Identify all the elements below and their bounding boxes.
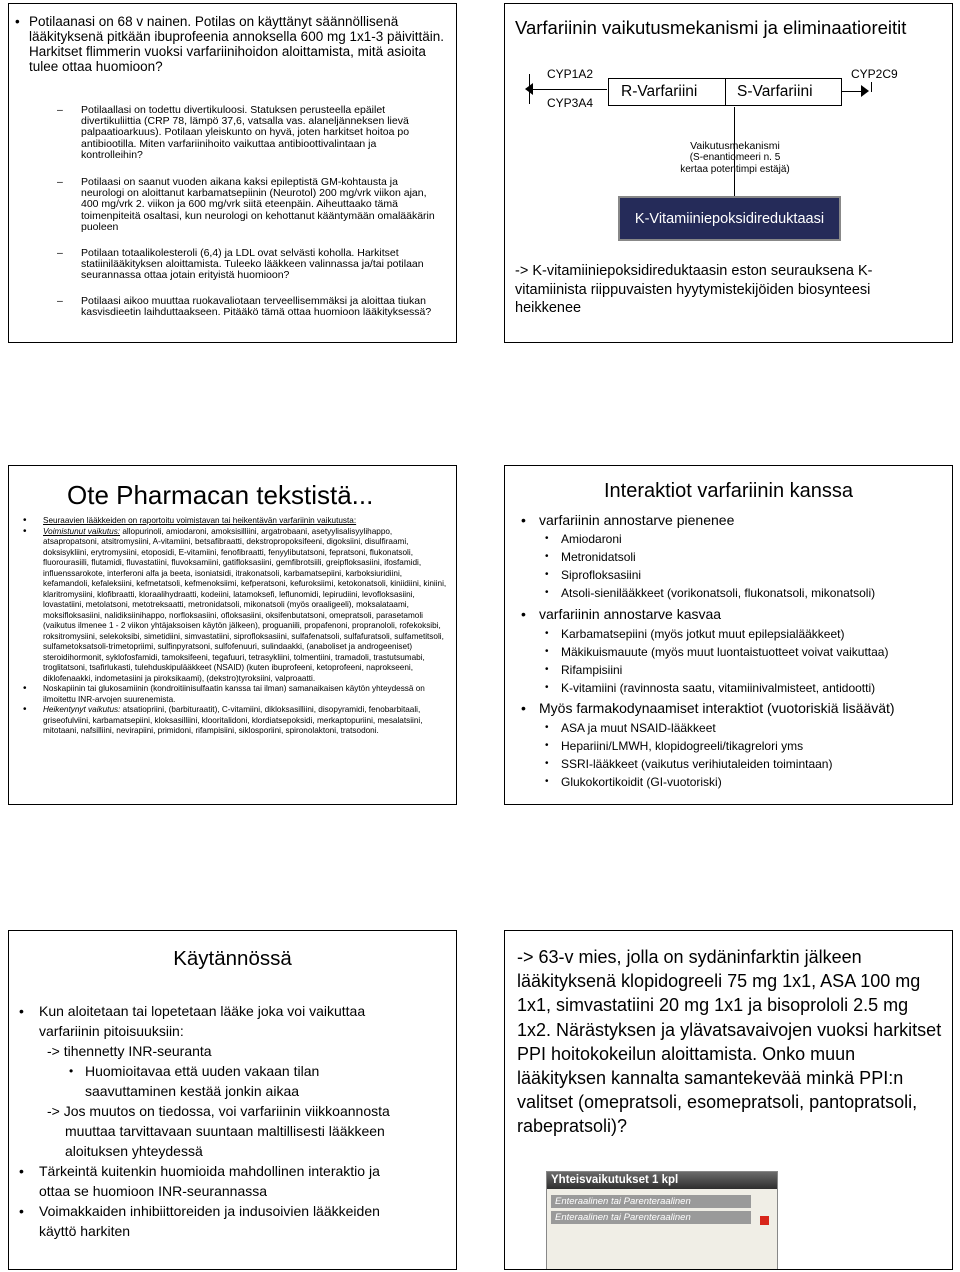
slide-title: Varfariinin vaikutusmekanismi ja eliminaatioreitit	[515, 17, 907, 38]
weekly-dose-note	[47, 1101, 390, 1161]
text-line: • Voimakkaiden inhibiittoreiden ja indusoivien lääkkeiden	[39, 1203, 380, 1219]
slide-warfarin-interactions	[504, 465, 953, 805]
weak-effect-drugs: atsatiopriini, (barbituraatit), C-vitamiini, dikloksasilliini, disopyramidi, fenobarbitaali, griseofulviini, karbamatsepiini, kloksasilliini, klooritalidoni, klordiatsepoksidi, merkaptopuriini, mesalatsiini, mitotaani, nafsilliini, nevirapiini, primidoni, rifampisiini, siklosporiini, spironolaktoni, tratsodoni.	[43, 705, 423, 735]
text-line: ottaa se huomioon INR-seurannassa	[39, 1183, 268, 1199]
s-warfarin-label: S-Varfariini	[737, 83, 813, 100]
slide-warfarin-mechanism	[504, 3, 953, 343]
interaction-text-list	[23, 516, 448, 737]
slide-in-practice	[8, 930, 457, 1270]
strong-effect-drugs: allopurinoli, amiodaroni, amoksisilliini, argatrobaani, asetyylisalisyylihappo, atsapropatsoni, atsitromysiini, A-vitamiini, betsafibraatti, dekstropropoksifeeni, digoksiini, disulfiraami, doksisykliini, erytromysiini, etoposidi, E-vitamiini, fenofibraatti, fenyylibutatsoni, fepratsoni, flukonatsoli, fluorourasiili, flutamidi, fluvastatiini, fluvoksamiini, gatifloksasiini, gemfibrotsiili, greipfloksasiini, ifosfamidi, influenssarokote, interferoni alfa ja beeta, isoniatsidi, itrakonatsoli, karbamatsepiini, karboksiuridiini, kefamandoli, kefaleksiini, kefmetatsoli, kefmenoksiimi, kefperatsoni, kefuroksiimi, ketokonatsoli, kiniidiini, kiniini, klaritromysiini, klofibraatti, kloraalihydraatti, kodeiini, latamoksefi, leflunomidi, lepirudiini, levofloksasiini, lovastatiini, metolatsoni, metotreksaatti, metronidatsoli, mikonatsoli (myös oraaligeeli), moksalataami, moksifloksasiini, nalidiksiinihappo, norfloksasiini, ofloksasiini, oksifenbutatsoni, omepratsoli, parasetamoli (vaikutus ilmenee 1 - 2 viikon yhtäjaksoisen käytön jälkeen), proguaniili, propafenoni, propranololi, rofekoksibi, roksitromysiini, selekoksibi, simetidiini, simvastatiini, siprofloksasiini, sulfafenatsoli, sulfafuratsoli, sulfametitsoli, sulfametoksatsoli-trimetopriimi, sulfinpyratsoni, sulfofenuuri, sulindaakki, (anaboliset ja androgeeniset) steroidihormonit, syklofosfamidi, tamoksifeeni, tegafuuri, tetrasykliini, tolmentiini, tramadoli, trastutsumabi, troglitatsoni, tsafirlukasti, tulehduskipulääkkeet (NSAID) (kuten ibuprofeeni, ketoprofeeni, naprokseeni, diklofenaakki, indometasiini ja piroksikaami), (dekstro)tyroksiini, valproaatti.	[43, 526, 447, 683]
cyp1a2-label: CYP1A2	[547, 67, 594, 81]
group-pharmacodynamic: • Myös farmakodynaamiset interaktiot (vuotoriskiä lisäävät)	[539, 700, 895, 717]
text-line: varfariinin pitoisuuksiin:	[39, 1023, 184, 1039]
divider	[725, 79, 726, 105]
mechanism-note	[655, 140, 815, 176]
list-item: • Karbamatsepiini (myös jotkut muut epilepsialääkkeet)	[561, 627, 844, 641]
list-item: • Rifampisiini	[561, 663, 622, 677]
list-item: • SSRI-lääkkeet (vaikutus verihiutaleiden toimintaan)	[561, 757, 832, 771]
case-intro-bullet: • Potilaanasi on 68 v nainen. Potilas on käyttänyt säännöllisenä lääkityksenä pitkään ibuprofeenia annoksella 600 mg 1x1-3 päivittäin. Harkitset flimmerin vuoksi varfariinihoidon aloittamista, mitä asioita tulee ottaa huomioon?	[29, 14, 444, 74]
case-question-diverticulitis: – Potilaallasi on todettu divertikuloosi. Statuksen perusteella epäilet divertikuliittia (CRP 78, lämpö 37,6, vatsalla vas. alaneljänneksen lievä palpaatioarkuus). Potilaan yleiskunto on hyvä, joten harkitset hoitoa po antibiootilla. Miten varfariinihoito vaikuttaa antibioottivalintaan ja kontrolleihin?	[81, 105, 441, 161]
r-warfarin-label: R-Varfariini	[621, 83, 698, 100]
list-item: • Siprofloksasiini	[561, 568, 641, 582]
case-question-cholesterol: – Potilaan totaalikolesteroli (6,4) ja LDL ovat selvästi koholla. Harkitset statiinilääkityksen aloittamista. Tuleeko lääkkeen valinnassa ja/tai potilaan seurannassa ottaa jotain erityistä huomioon?	[81, 248, 441, 282]
arrow-right-icon	[861, 85, 869, 97]
mechanism-title: Vaikutusmekanismi	[690, 140, 780, 152]
text-line: • Tärkeintä kuitenkin huomioida mahdollinen interaktio ja	[39, 1163, 380, 1179]
inr-monitoring-line: -> tihennetty INR-seuranta	[47, 1043, 212, 1059]
list-item: • ASA ja muut NSAID-lääkkeet	[561, 721, 716, 735]
connector-line	[529, 89, 607, 90]
practice-bullet-3	[39, 1201, 380, 1241]
text-line: käyttö harkiten	[39, 1223, 131, 1239]
vkor-enzyme-box: K-Vitamiiniepoksidireduktaasi	[618, 196, 841, 241]
cyp3a4-label: CYP3A4	[547, 96, 594, 110]
warfarin-enantiomers-box	[608, 78, 842, 106]
list-item: • Seuraavien lääkkeiden on raportoitu voimistavan tai heikentävän varfariinin vaikutusta:	[23, 516, 448, 527]
bullet-dot-icon: •	[69, 1064, 74, 1078]
slide-ppi-case	[504, 930, 953, 1270]
interaction-tool-screenshot	[546, 1171, 778, 1270]
group-dose-decrease: • varfariinin annostarve pienenee	[539, 512, 734, 529]
connector-line	[841, 91, 861, 92]
slide-pharmaca-excerpt	[8, 465, 457, 805]
mechanism-line-3: kertaa potentimpi estäjä)	[680, 164, 790, 175]
arrow-left-icon	[525, 83, 533, 95]
text-line: • Kun aloitetaan tai lopetetaan lääke joka voi vaikuttaa	[39, 1003, 366, 1019]
weak-effect-label: Heikentynyt vaikutus:	[43, 705, 121, 714]
practice-bullet-1	[39, 1001, 365, 1041]
text-line: saavuttaminen kestää jonkin aikaa	[85, 1083, 300, 1099]
ppi-case-text: -> 63-v mies, jolla on sydäninfarktin jälkeen lääkityksenä klopidogreeli 75 mg 1x1, ASA 100 mg 1x1, simvastatiini 20 mg 1x1 ja bisoprololi 2.5 mg 1x2. Närästyksen ja ylävatsavaivojen vuoksi harkitset PPI hoitokokeilun aloittamista. Onko muun lääkityksen kannalta samantekevää minkä PPI:n valitset (omepratsoli, esomepratsoli, pantopratsoli, rabepratsoli)?	[517, 947, 942, 1137]
cyp2c9-label: CYP2C9	[851, 67, 898, 81]
connector-line	[871, 82, 872, 92]
group-dose-increase: • varfariinin annostarve kasvaa	[539, 606, 721, 623]
slide-patient-case	[8, 3, 457, 343]
text-line: muuttaa tarvittavaan suuntaan maltillisesti lääkkeen	[65, 1123, 385, 1139]
list-item: • Glukokortikoidit (GI-vuotoriski)	[561, 775, 722, 789]
slide-title: Ote Pharmacan tekstistä...	[67, 480, 374, 510]
route-row: Enteraalinen tai Parenteraalinen	[551, 1211, 751, 1224]
list-item: • Atsoli-sienilääkkeet (vorikonatsoli, flukonatsoli, mikonatsoli)	[561, 586, 875, 600]
strong-effect-label: Voimistunut vaikutus:	[43, 526, 121, 536]
list-item: • Hepariini/LMWH, klopidogreeli/tikagrelori yms	[561, 739, 803, 753]
practice-bullet-2	[39, 1161, 380, 1201]
text-line: Huomioitavaa että uuden vakaan tilan	[85, 1063, 320, 1079]
text-line: aloituksen yhteydessä	[65, 1143, 203, 1159]
mechanism-conclusion: -> K-vitamiiniepoksidireduktaasin eston seurauksena K-vitamiinista riippuvaisten hyytymistekijöiden biosynteesi heikkenee	[515, 263, 873, 316]
text-line: -> Jos muutos on tiedossa, voi varfariinin viikkoannosta	[47, 1103, 390, 1119]
severity-marker-icon	[760, 1216, 769, 1225]
list-item: • K-vitamiini (ravinnosta saatu, vitamiinivalmisteet, antidootti)	[561, 681, 875, 695]
case-question-diet: – Potilaasi aikoo muuttaa ruokavaliotaan terveellisemmäksi ja aloittaa tiukan kasvisdieetin laihduttaakseen. Pitääkö tämä ottaa huomioon lääkityksessä?	[81, 296, 441, 318]
list-item	[23, 527, 448, 685]
list-item: • Mäkikuismauute (myös muut luontaistuotteet voivat vaikuttaa)	[561, 645, 888, 659]
route-row: Enteraalinen tai Parenteraalinen	[551, 1195, 751, 1208]
list-item: • Metronidatsoli	[561, 550, 636, 564]
list-item: • Noskapiinin tai glukosamiinin (kondroitiinisulfaatin kanssa tai ilman) samanaikaisen käytön yhteydessä on ilmoitettu INR-arvojen suurenemista.	[23, 684, 448, 705]
slide-title: Interaktiot varfariinin kanssa	[603, 480, 853, 502]
mechanism-line-2: (S-enantiomeeri n. 5	[689, 152, 781, 163]
slide-title: Käytännössä	[173, 947, 292, 970]
list-item: • Amiodaroni	[561, 532, 622, 546]
steady-state-note	[69, 1061, 320, 1101]
interaction-count-header: Yhteisvaikutukset 1 kpl	[547, 1172, 777, 1189]
case-question-epilepsy: – Potilaasi on saanut vuoden aikana kaksi epileptistä GM-kohtausta ja neurologi on aloittanut karbamatsepiinin (Neurotol) 200 mg/vrk viikon ajan, 400 mg/vrk 2. viikon ja 600 mg/vrk siitä eteenpäin. Aiheuttaako tämä toimenpiteitä osaltasi, kun neurologi on kehottanut kääntymään omalääkärin puoleen	[81, 177, 441, 233]
list-item	[23, 705, 448, 737]
